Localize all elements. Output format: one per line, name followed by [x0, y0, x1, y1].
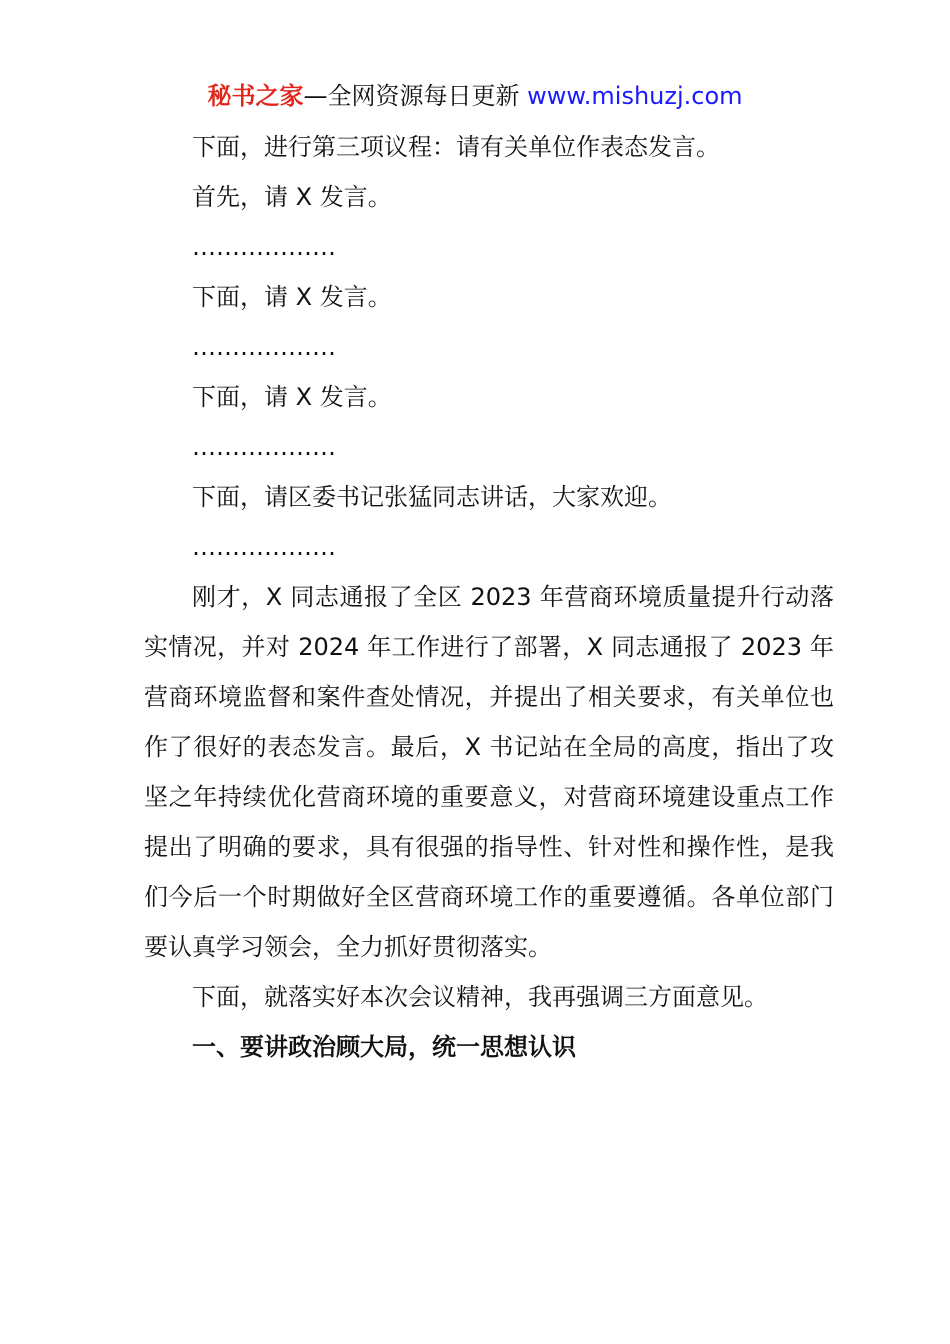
ellipsis-line: ………………: [192, 333, 336, 361]
ellipsis-line: ………………: [192, 233, 336, 261]
ellipsis-line: ………………: [192, 533, 336, 561]
paragraph-secretary-speech: 下面，请区委书记张猛同志讲话，大家欢迎。: [192, 483, 672, 511]
ellipsis-line: ………………: [192, 433, 336, 461]
brand-name: 秘书之家: [207, 82, 304, 110]
header-tagline: —全网资源每日更新: [303, 82, 528, 110]
paragraph-agenda: 下面，进行第三项议程：请有关单位作表态发言。: [192, 133, 720, 161]
section-heading-1: 一、要讲政治顾大局，统一思想认识: [192, 1033, 576, 1061]
paragraph-summary: 刚才，X 同志通报了全区 2023 年营商环境质量提升行动落实情况，并对 2024 年工作进行了部署，X 同志通报了 2023 年营商环境监督和案件查处情况，并提出了相关要求，有关单位也作了很好的表态发言。最后，X 书记站在全局的高度，指出了攻坚之年持续优化营商环境的重要意义，对营商环境建设重点工作提出了明确的要求，具有很强的指导性、针对性和操作性，是我们今后一个时期做好全区营商环境工作的重要遵循。各单位部门要认真学习领会，全力抓好贯彻落实。: [144, 583, 834, 961]
paragraph-transition: 下面，就落实好本次会议精神，我再强调三方面意见。: [192, 983, 768, 1011]
site-url[interactable]: www.mishuzj.com: [527, 82, 743, 110]
page-header: [0, 80, 950, 112]
paragraph-first-speaker: 首先，请 X 发言。: [192, 183, 392, 211]
paragraph-next-speaker: 下面，请 X 发言。: [192, 383, 392, 411]
document-body: [144, 122, 834, 1072]
paragraph-next-speaker: 下面，请 X 发言。: [192, 283, 392, 311]
